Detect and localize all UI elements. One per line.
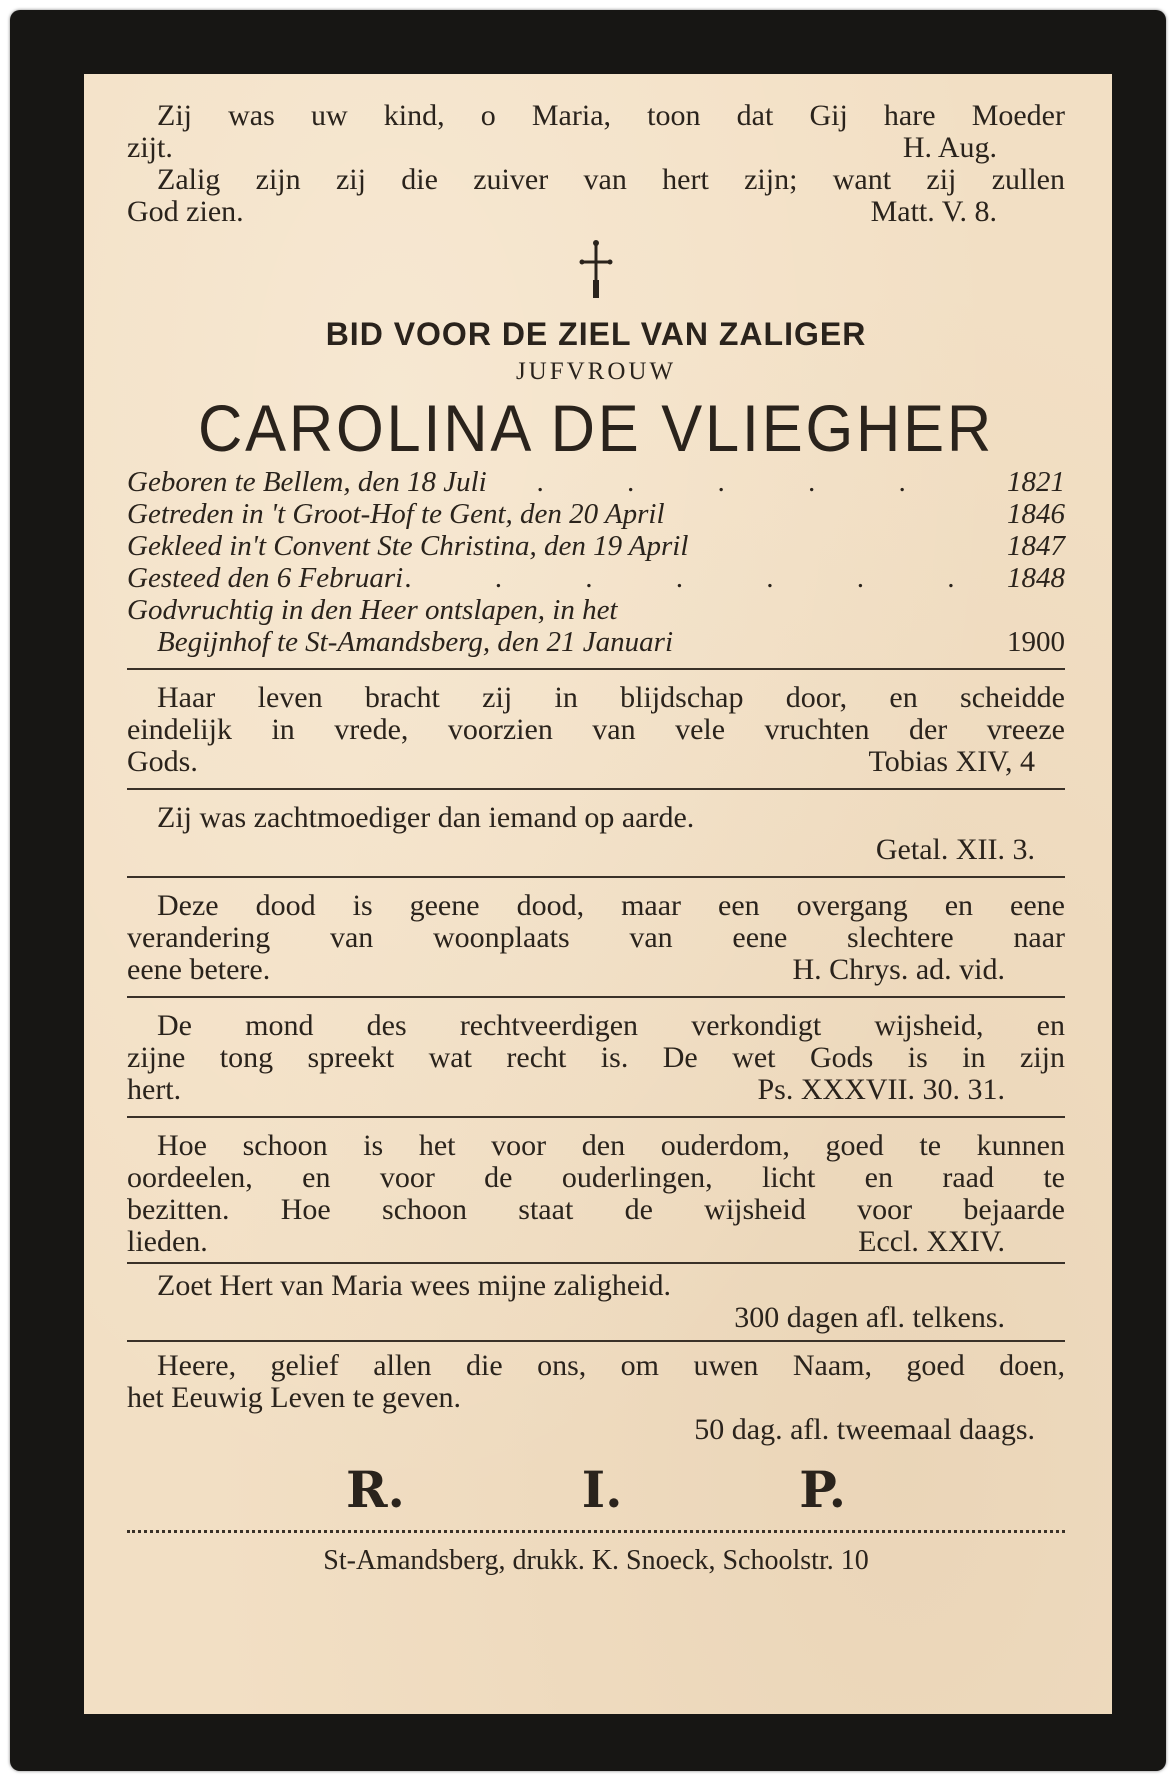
divider <box>127 1262 1065 1264</box>
quote-line: Zalig zijn zij die zuiver van hert zijn; want zij zullen <box>157 163 1065 196</box>
verse-line: hert. <box>127 1073 182 1106</box>
life-event-year: 1900 <box>1007 626 1065 658</box>
verse-line: oordeelen, en voor de ouderlingen, licht en raad te <box>127 1161 1065 1194</box>
divider <box>127 788 1065 790</box>
divider <box>127 876 1065 878</box>
deceased-title: JUFVROUW <box>515 358 677 385</box>
verse-source: Tobias XIV, 4 <box>868 745 1035 778</box>
indulgence-note: 300 dagen afl. telkens. <box>734 1301 1005 1334</box>
life-event-row <box>127 626 1065 658</box>
rip-letter: P. <box>799 1460 846 1519</box>
verse-source: Ps. XXXVII. 30. 31. <box>757 1073 1005 1106</box>
quote-source: H. Aug. <box>902 131 997 164</box>
life-event-row <box>127 498 1065 530</box>
rip-letter: R. <box>346 1460 405 1519</box>
quote-line: God zien. <box>127 195 244 228</box>
life-event-row <box>127 594 1065 626</box>
card-content <box>127 100 1065 1577</box>
divider <box>127 1340 1065 1342</box>
dotted-divider <box>127 1530 1065 1533</box>
life-event-text: Begijnhof te St-Amandsberg, den 21 Januari <box>157 626 674 658</box>
life-event-year: 1846 <box>1007 498 1065 530</box>
life-event-year: 1821 <box>1006 466 1065 498</box>
quote-line-with-source <box>127 196 1065 228</box>
verse-line: eindelijk in vrede, voorzien van vele vruchten der vreeze <box>127 713 1065 746</box>
life-event-text: Getreden in 't Groot-Hof te Gent, den 20 April <box>127 498 665 530</box>
life-event-text: Gesteed den 6 Februari <box>127 562 404 594</box>
rip-letters <box>346 1460 846 1520</box>
verse-line: Hoe schoon is het voor den ouderdom, goed te kunnen <box>157 1129 1065 1162</box>
prayer-heading: BID VOOR DE ZIEL VAN ZALIGER <box>325 316 867 352</box>
divider <box>127 996 1065 998</box>
verse-source: Getal. XII. 3. <box>875 833 1035 866</box>
verse-psalm <box>127 1010 1065 1106</box>
divider <box>127 668 1065 670</box>
life-event-year: 1848 <box>1007 562 1065 594</box>
verse-last-line <box>127 1226 1065 1258</box>
verse-line: verandering van woonplaats van eene slechtere naar <box>127 921 1065 954</box>
verse-line: Zij was zachtmoediger dan iemand op aarde. <box>157 801 695 834</box>
life-event-row <box>127 562 1065 594</box>
verse-last-line <box>127 954 1065 986</box>
cross-icon <box>127 240 1065 300</box>
verse-source: H. Chrys. ad. vid. <box>792 953 1005 986</box>
life-event-row <box>127 530 1065 562</box>
life-event-text: Gekleed in't Convent Ste Christina, den 19 April <box>127 530 689 562</box>
quote-line: zijt. <box>127 131 173 164</box>
verse-line: eene betere. <box>127 953 271 986</box>
quote-source: Matt. V. 8. <box>870 195 997 228</box>
prayer-line: Zoet Hert van Maria wees mijne zaligheid. <box>157 1269 671 1302</box>
quote-augustinus <box>127 100 1065 164</box>
prayer-line: Heere, gelief allen die ons, om uwen Naam, goed doen, <box>157 1349 1065 1382</box>
rip-letter: I. <box>581 1460 623 1519</box>
verse-tobias <box>127 682 1065 778</box>
card-paper <box>84 74 1112 1714</box>
life-event-year: 1847 <box>1007 530 1065 562</box>
verse-numbers <box>127 802 1065 866</box>
quote-line: Zij was uw kind, o Maria, toon dat Gij hare Moeder <box>157 99 1065 132</box>
verse-chrysostom <box>127 890 1065 986</box>
verse-line: Haar leven bracht zij in blijdschap door, en scheidde <box>157 681 1065 714</box>
life-event-text: Godvruchtig in den Heer ontslapen, in het <box>127 594 618 626</box>
verse-last-line <box>127 1074 1065 1106</box>
verse-line: Deze dood is geene dood, maar een overgang en eene <box>157 889 1065 922</box>
verse-last-line <box>127 746 1065 778</box>
indulgence-prayer <box>127 1350 1065 1446</box>
memorial-card <box>10 10 1166 1771</box>
verse-line: Gods. <box>127 745 198 778</box>
indulgence-prayer <box>127 1270 1065 1334</box>
life-event-dots: . . . . . <box>537 466 945 498</box>
verse-line: zijne tong spreekt wat recht is. De wet Gods is in zijn <box>127 1041 1065 1074</box>
life-events <box>127 466 1065 658</box>
life-event-row <box>127 466 1065 498</box>
quote-matthew <box>127 164 1065 228</box>
life-event-dots: . . . . . . . <box>405 562 994 594</box>
verse-source: Eccl. XXIV. <box>858 1225 1005 1258</box>
divider <box>127 1116 1065 1118</box>
life-event-text: Geboren te Bellem, den 18 Juli <box>127 466 487 498</box>
verse-line: lieden. <box>127 1225 208 1258</box>
printer-footer: St-Amandsberg, drukk. K. Snoeck, Schoolstr. 10 <box>323 1545 869 1576</box>
prayer-line: het Eeuwig Leven te geven. <box>127 1381 462 1414</box>
verse-line: bezitten. Hoe schoon staat de wijsheid voor bejaarde <box>127 1193 1065 1226</box>
quote-line-with-source <box>127 132 1065 164</box>
verse-line: De mond des rechtveerdigen verkondigt wijsheid, en <box>157 1009 1065 1042</box>
deceased-name: CAROLINA DE VLIEGHER <box>198 391 994 465</box>
indulgence-note: 50 dag. afl. tweemaal daags. <box>694 1413 1035 1446</box>
verse-ecclesiasticus <box>127 1130 1065 1258</box>
